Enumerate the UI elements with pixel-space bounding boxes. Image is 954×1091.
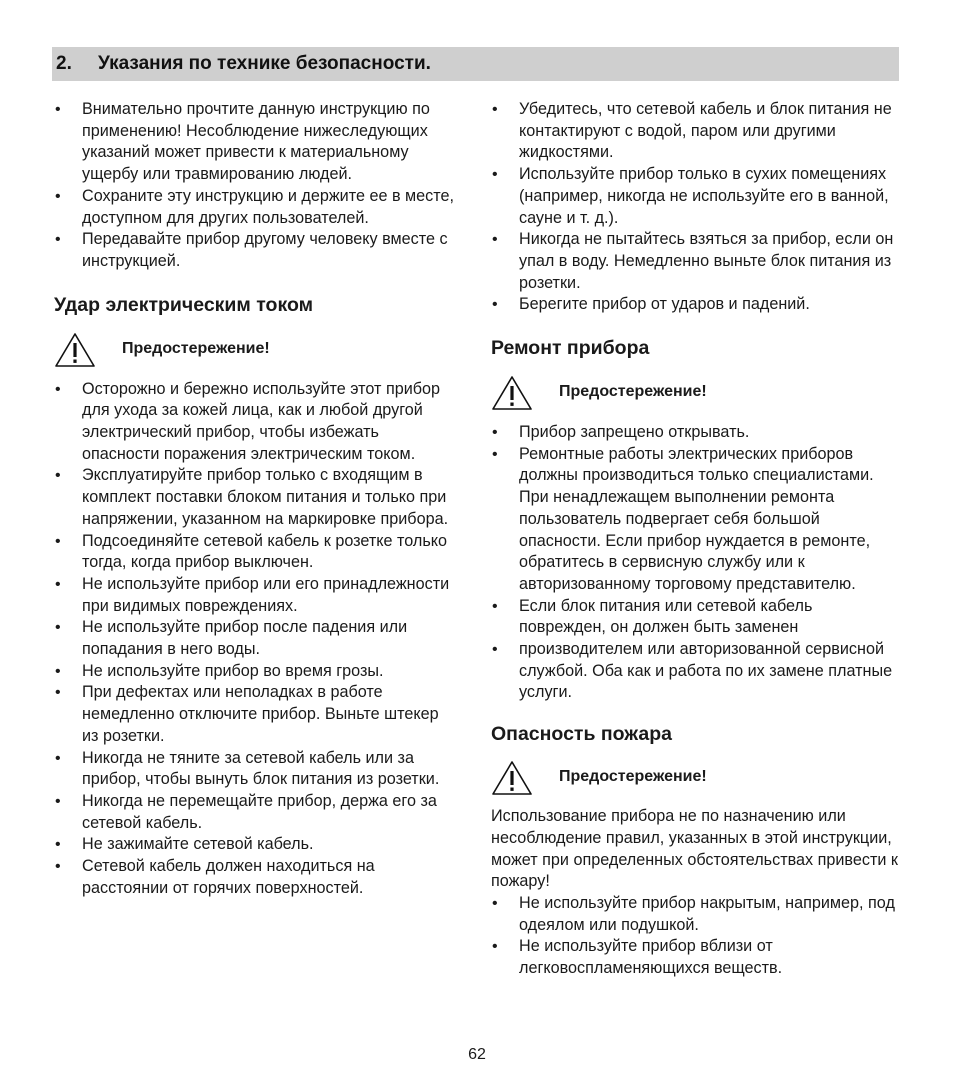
- list-item: • Не используйте прибор накрытым, например, под одеялом или подушкой.: [491, 893, 903, 936]
- warning-block: [491, 760, 903, 800]
- list-item: • Сетевой кабель должен находиться на расстоянии от горячих поверхностей.: [54, 856, 454, 899]
- warning-block: [54, 332, 454, 372]
- fire-list: [491, 893, 903, 980]
- right-column: [491, 99, 903, 980]
- warning-label: Предостережение!: [559, 768, 707, 786]
- fire-hazard-heading: Опасность пожара: [491, 723, 672, 746]
- warning-label: Предостережение!: [122, 339, 270, 357]
- list-item: • Не используйте прибор или его принадлежности при видимых повреждениях.: [54, 574, 454, 617]
- fire-warning-paragraph: Использование прибора не по назначению или несоблюдение правил, указанных в этой инструкции, может при определенных обстоятельствах привести к пожару!: [491, 807, 898, 891]
- list-item: • Никогда не перемещайте прибор, держа его за сетевой кабель.: [54, 791, 454, 834]
- warning-triangle-icon: [491, 375, 533, 411]
- warning-triangle-icon: [54, 332, 96, 368]
- list-item: • Прибор запрещено открывать.: [491, 422, 903, 444]
- warning-triangle-icon: [491, 760, 533, 796]
- electric-shock-heading: Удар электрическим током: [54, 293, 314, 316]
- list-item: • Убедитесь, что сетевой кабель и блок питания не контактируют с водой, паром или другими жидкостями.: [491, 99, 903, 164]
- left-column: [54, 99, 454, 900]
- warning-block: [491, 375, 903, 415]
- list-item: • Не используйте прибор во время грозы.: [54, 661, 454, 683]
- list-item: • Подсоединяйте сетевой кабель к розетке только тогда, когда прибор выключен.: [54, 531, 454, 574]
- list-item: • При дефектах или неполадках в работе немедленно отключите прибор. Выньте штекер из розетки.: [54, 682, 454, 747]
- list-item: • Никогда не тяните за сетевой кабель или за прибор, чтобы вынуть блок питания из розетки.: [54, 748, 454, 791]
- electric-shock-list: [54, 379, 454, 900]
- list-item: • производителем или авторизованной сервисной службой. Оба как и работа по их замене платные услуги.: [491, 639, 903, 704]
- list-item: • Ремонтные работы электрических приборов должны производиться только специалистами. При ненадлежащем выполнении ремонта пользователь подвергает себя большой опасности. Если прибор нуждается в ремонте, обратитесь в сервисную службу или к авторизованному торговому представителю.: [491, 444, 903, 596]
- list-item: • Используйте прибор только в сухих помещениях (например, никогда не используйте его в ванной, сауне и т. д.).: [491, 164, 903, 229]
- repair-heading: Ремонт прибора: [491, 337, 650, 360]
- repair-list: [491, 422, 903, 704]
- list-item: • Никогда не пытайтесь взяться за прибор, если он упал в воду. Немедленно выньте блок питания из розетки.: [491, 229, 903, 294]
- list-item: • Внимательно прочтите данную инструкцию по применению! Несоблюдение нижеследующих указаний может привести к материальному ущербу или травмированию людей.: [54, 99, 454, 186]
- list-item: • Не используйте прибор вблизи от легковоспламеняющихся веществ.: [491, 936, 903, 979]
- section-title: Указания по технике безопасности.: [98, 53, 431, 74]
- list-item: • Если блок питания или сетевой кабель поврежден, он должен быть заменен: [491, 596, 903, 639]
- list-item: • Осторожно и бережно используйте этот прибор для ухода за кожей лица, как и любой другой электрический прибор, чтобы избежать опасности поражения электрическим током.: [54, 379, 454, 466]
- moisture-safety-list: [491, 99, 903, 316]
- list-item: • Передавайте прибор другому человеку вместе с инструкцией.: [54, 229, 454, 272]
- list-item: • Берегите прибор от ударов и падений.: [491, 294, 903, 316]
- page-number: 62: [468, 1046, 486, 1063]
- warning-label: Предостережение!: [559, 383, 707, 401]
- list-item: • Не зажимайте сетевой кабель.: [54, 834, 454, 856]
- section-header: [52, 47, 899, 81]
- section-number: 2.: [56, 53, 72, 74]
- list-item: • Эксплуатируйте прибор только с входящим в комплект поставки блоком питания и только при напряжении, указанном на маркировке прибора.: [54, 465, 454, 530]
- list-item: • Сохраните эту инструкцию и держите ее в месте, доступном для других пользователей.: [54, 186, 454, 229]
- general-safety-list: [54, 99, 454, 273]
- list-item: • Не используйте прибор после падения или попадания в него воды.: [54, 617, 454, 660]
